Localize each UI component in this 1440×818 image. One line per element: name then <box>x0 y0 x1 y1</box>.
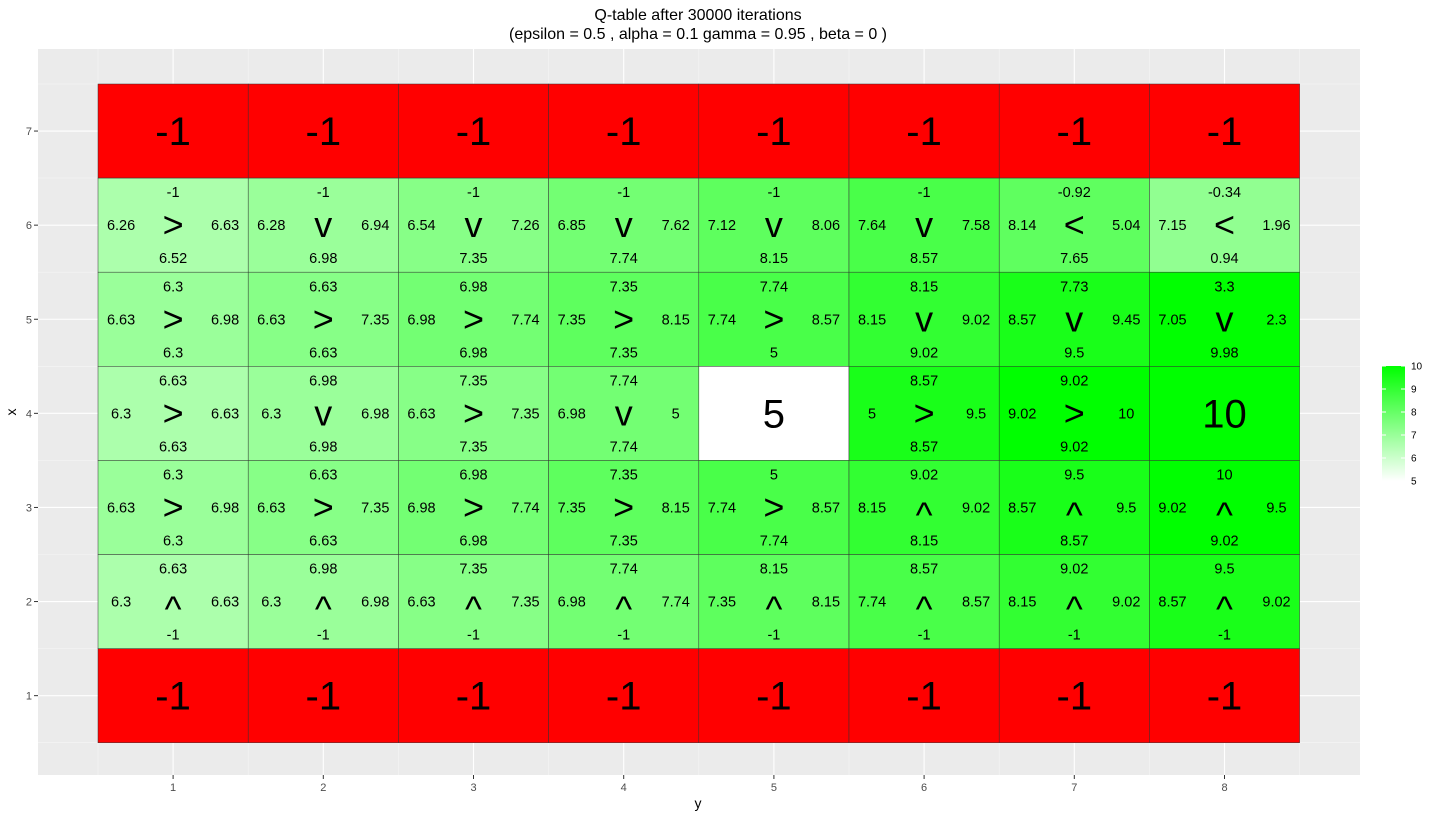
q-down-label: 0.94 <box>1210 251 1239 268</box>
q-right-label: 7.35 <box>511 406 540 423</box>
y-tick-label: 7 <box>25 126 32 139</box>
policy-arrow: v <box>915 204 934 246</box>
q-left-label: 6.98 <box>407 500 436 517</box>
q-left-label: 6.63 <box>257 500 286 517</box>
q-down-label: 6.63 <box>158 439 188 456</box>
q-down-label: 6.3 <box>163 345 184 362</box>
q-down-label: 7.74 <box>609 251 638 268</box>
q-down-label: 7.35 <box>609 533 638 550</box>
q-left-label: 6.98 <box>557 406 586 423</box>
policy-arrow: ^ <box>915 494 933 536</box>
q-down-label: -1 <box>1218 627 1231 644</box>
q-right-label: 6.98 <box>210 500 240 517</box>
cell-value-label: -1 <box>305 674 342 719</box>
y-tick-label: 5 <box>25 314 32 327</box>
q-up-label: 7.74 <box>609 373 638 390</box>
q-left-label: 7.35 <box>707 594 737 611</box>
q-up-label: 6.63 <box>309 279 338 296</box>
q-right-label: 10 <box>1118 406 1135 423</box>
q-up-label: 9.02 <box>909 467 939 484</box>
q-up-label: 6.63 <box>158 373 188 390</box>
q-right-label: 6.98 <box>361 406 390 423</box>
policy-arrow: v <box>764 204 783 246</box>
q-up-label: -1 <box>617 185 631 202</box>
q-left-label: 6.63 <box>257 312 286 329</box>
q-up-label: -1 <box>467 185 480 202</box>
q-up-label: 6.98 <box>459 279 488 296</box>
q-up-label: 6.63 <box>309 467 338 484</box>
x-tick-label: 6 <box>921 782 928 794</box>
q-up-label: 7.35 <box>609 279 638 296</box>
q-left-label: 7.05 <box>1158 312 1187 329</box>
legend-colorbar <box>1382 366 1405 481</box>
q-up-label: 10 <box>1216 467 1233 484</box>
q-left-label: 8.15 <box>1008 594 1037 611</box>
legend-tick-label: 10 <box>1411 361 1423 373</box>
q-left-label: 6.63 <box>407 406 436 423</box>
chart-title-line-2: (epsilon = 0.5 , alpha = 0.1 gamma = 0.95 , beta = 0 ) <box>508 26 888 43</box>
policy-arrow: > <box>312 486 334 528</box>
q-down-label: 7.74 <box>609 439 638 456</box>
q-down-label: 8.57 <box>909 251 939 268</box>
q-left-label: 6.26 <box>106 218 136 235</box>
q-right-label: 6.63 <box>210 406 240 423</box>
cell-value-label: -1 <box>305 110 342 155</box>
y-axis-label: x <box>3 408 19 416</box>
q-left-label: 6.98 <box>407 312 436 329</box>
q-left-label: 8.57 <box>1008 312 1037 329</box>
policy-arrow: > <box>913 392 935 434</box>
q-down-label: 9.02 <box>1210 533 1239 550</box>
q-right-label: 2.3 <box>1266 312 1287 329</box>
q-up-label: 5 <box>769 467 778 484</box>
q-right-label: 6.94 <box>361 218 390 235</box>
q-right-label: 9.5 <box>966 406 987 423</box>
q-right-label: 7.74 <box>511 500 540 517</box>
policy-arrow: > <box>312 298 334 340</box>
q-left-label: 9.02 <box>1008 406 1037 423</box>
x-tick-label: 1 <box>170 782 177 794</box>
q-right-label: 9.02 <box>961 312 991 329</box>
q-up-label: 3.3 <box>1214 279 1235 296</box>
q-right-label: 8.57 <box>811 312 841 329</box>
cell-value-label: -1 <box>455 110 492 155</box>
color-legend <box>1382 362 1423 488</box>
q-up-label: 6.98 <box>309 373 338 390</box>
policy-arrow: > <box>1063 392 1085 434</box>
q-up-label: 8.57 <box>909 373 939 390</box>
q-left-label: 6.63 <box>106 500 136 517</box>
q-right-label: 9.02 <box>1112 594 1141 611</box>
q-up-label: 9.02 <box>1060 373 1089 390</box>
q-down-label: 7.35 <box>459 251 488 268</box>
q-right-label: 9.5 <box>1266 500 1287 517</box>
cell-value-label: 5 <box>762 392 786 437</box>
q-left-label: 7.35 <box>557 500 586 517</box>
y-tick-label: 6 <box>25 220 32 233</box>
q-down-label: -1 <box>166 627 180 644</box>
policy-arrow: ^ <box>1216 494 1233 536</box>
chart-title-line-1: Q-table after 30000 iterations <box>594 7 802 24</box>
q-down-label: 6.63 <box>309 345 338 362</box>
legend-tick-label: 5 <box>1411 476 1417 488</box>
q-down-label: 9.02 <box>1060 439 1089 456</box>
q-down-label: -1 <box>467 627 480 644</box>
q-left-label: 6.85 <box>557 218 586 235</box>
q-left-label: 6.54 <box>407 218 436 235</box>
q-left-label: 7.74 <box>707 500 737 517</box>
cell-value-label: -1 <box>455 674 492 719</box>
q-right-label: 7.74 <box>511 312 540 329</box>
cell-value-label: -1 <box>906 110 942 155</box>
q-down-label: 6.63 <box>309 533 338 550</box>
policy-arrow: > <box>462 392 485 434</box>
q-right-label: 7.35 <box>361 500 390 517</box>
y-tick-label: 3 <box>25 502 32 515</box>
policy-arrow: ^ <box>1065 494 1083 536</box>
q-up-label: -1 <box>767 185 781 202</box>
q-right-label: 7.62 <box>661 218 690 235</box>
cell-value-label: -1 <box>756 674 792 719</box>
q-right-label: 6.98 <box>210 312 240 329</box>
q-down-label: -1 <box>1067 627 1081 644</box>
q-left-label: 7.74 <box>857 594 887 611</box>
q-up-label: 6.98 <box>309 561 338 578</box>
q-right-label: 5.04 <box>1112 218 1141 235</box>
q-down-label: 8.57 <box>1060 533 1089 550</box>
x-axis-label: y <box>694 795 702 811</box>
policy-arrow: v <box>464 204 483 246</box>
policy-arrow: > <box>763 486 785 528</box>
cell-value-label: -1 <box>605 674 642 719</box>
q-right-label: 7.35 <box>361 312 390 329</box>
q-up-label: -1 <box>917 185 931 202</box>
q-right-label: 8.15 <box>661 500 690 517</box>
cell-value-label: -1 <box>605 110 642 155</box>
q-up-label: 7.35 <box>459 373 488 390</box>
q-left-label: 9.02 <box>1158 500 1187 517</box>
policy-arrow: > <box>162 204 184 246</box>
q-down-label: 7.65 <box>1060 251 1089 268</box>
q-down-label: 6.52 <box>158 251 188 268</box>
policy-arrow: v <box>614 204 633 246</box>
q-right-label: 7.74 <box>661 594 690 611</box>
q-up-label: -0.34 <box>1207 185 1242 202</box>
x-tick-label: 2 <box>320 782 327 794</box>
q-up-label: 9.5 <box>1214 561 1235 578</box>
cell-value-label: -1 <box>1206 110 1243 155</box>
q-up-label: -1 <box>166 185 180 202</box>
q-right-label: 9.5 <box>1116 500 1137 517</box>
q-left-label: 6.3 <box>111 406 132 423</box>
q-left-label: 8.14 <box>1008 218 1037 235</box>
q-left-label: 8.15 <box>857 312 887 329</box>
policy-arrow: ^ <box>164 588 182 630</box>
policy-arrow: > <box>763 298 785 340</box>
q-right-label: 6.63 <box>210 594 240 611</box>
policy-arrow: > <box>613 486 635 528</box>
y-tick-label: 1 <box>25 690 32 703</box>
q-down-label: 5 <box>769 345 778 362</box>
policy-arrow: ^ <box>615 588 633 630</box>
cell-value-label: -1 <box>155 110 191 155</box>
q-up-label: 9.02 <box>1060 561 1089 578</box>
policy-arrow: > <box>162 298 184 340</box>
q-left-label: 8.57 <box>1008 500 1037 517</box>
policy-arrow: ^ <box>765 588 783 630</box>
policy-arrow: v <box>314 392 333 434</box>
policy-arrow: ^ <box>314 588 332 630</box>
policy-arrow: > <box>462 298 485 340</box>
q-down-label: -1 <box>617 627 631 644</box>
q-left-label: 6.3 <box>261 406 282 423</box>
q-down-label: 6.98 <box>309 439 338 456</box>
policy-arrow: < <box>1063 204 1085 246</box>
q-left-label: 7.12 <box>707 218 737 235</box>
q-right-label: 8.57 <box>811 500 841 517</box>
q-left-label: 7.64 <box>857 218 887 235</box>
q-right-label: 7.58 <box>961 218 991 235</box>
cell-value-label: -1 <box>756 110 792 155</box>
q-down-label: 7.35 <box>459 439 488 456</box>
q-right-label: 6.98 <box>361 594 390 611</box>
q-right-label: 9.02 <box>1262 594 1291 611</box>
q-right-label: 8.57 <box>961 594 991 611</box>
cell-value-label: -1 <box>1056 674 1093 719</box>
policy-arrow: < <box>1213 204 1236 246</box>
q-up-label: 6.98 <box>459 467 488 484</box>
q-left-label: 6.3 <box>111 594 132 611</box>
q-right-label: 8.06 <box>811 218 841 235</box>
q-right-label: 6.63 <box>210 218 240 235</box>
q-left-label: 6.63 <box>106 312 136 329</box>
q-up-label: 7.74 <box>759 279 789 296</box>
x-tick-label: 5 <box>770 782 777 794</box>
cell-value-label: -1 <box>1056 110 1093 155</box>
policy-arrow: > <box>462 486 485 528</box>
q-up-label: 8.57 <box>909 561 939 578</box>
q-up-label: -0.92 <box>1057 185 1091 202</box>
q-down-label: -1 <box>767 627 781 644</box>
q-down-label: 9.5 <box>1064 345 1085 362</box>
q-right-label: 7.35 <box>511 594 540 611</box>
q-up-label: 8.15 <box>909 279 939 296</box>
q-up-label: 6.3 <box>163 467 184 484</box>
q-right-label: 9.02 <box>961 500 991 517</box>
policy-arrow: > <box>162 392 184 434</box>
x-tick-label: 3 <box>470 782 477 794</box>
q-up-label: 7.35 <box>459 561 488 578</box>
q-left-label: 6.63 <box>407 594 436 611</box>
legend-tick-label: 6 <box>1411 453 1417 465</box>
q-left-label: 7.35 <box>557 312 586 329</box>
legend-tick-label: 7 <box>1411 430 1417 442</box>
q-down-label: -1 <box>917 627 931 644</box>
q-down-label: 6.98 <box>309 251 338 268</box>
policy-arrow: v <box>1215 298 1234 340</box>
x-tick-label: 8 <box>1221 782 1228 794</box>
q-right-label: 5 <box>671 406 680 423</box>
q-down-label: 9.98 <box>1210 345 1239 362</box>
cell-value-label: -1 <box>1206 674 1243 719</box>
q-right-label: 9.45 <box>1112 312 1141 329</box>
cell-value-label: -1 <box>906 674 942 719</box>
q-right-label: 1.96 <box>1262 218 1291 235</box>
q-left-label: 8.57 <box>1158 594 1187 611</box>
policy-arrow: ^ <box>1065 588 1083 630</box>
y-tick-label: 2 <box>25 596 32 609</box>
cell-value-label: 10 <box>1202 392 1247 437</box>
q-up-label: 7.35 <box>609 467 638 484</box>
q-down-label: 7.35 <box>609 345 638 362</box>
q-right-label: 8.15 <box>661 312 690 329</box>
legend-tick-label: 8 <box>1411 407 1417 419</box>
q-up-label: 9.5 <box>1064 467 1085 484</box>
policy-arrow: ^ <box>1216 588 1233 630</box>
policy-arrow: v <box>614 392 633 434</box>
q-up-label: 7.74 <box>609 561 638 578</box>
cell-value-label: -1 <box>155 674 191 719</box>
legend-tick-label: 9 <box>1411 384 1417 396</box>
x-tick-label: 7 <box>1071 782 1078 794</box>
policy-arrow: v <box>1065 298 1084 340</box>
policy-arrow: ^ <box>915 588 933 630</box>
q-down-label: 8.57 <box>909 439 939 456</box>
q-left-label: 6.28 <box>257 218 286 235</box>
q-down-label: 6.98 <box>459 533 488 550</box>
policy-arrow: v <box>314 204 333 246</box>
q-down-label: 6.98 <box>459 345 488 362</box>
q-up-label: 6.3 <box>163 279 184 296</box>
policy-arrow: v <box>915 298 934 340</box>
q-down-label: 8.15 <box>759 251 789 268</box>
policy-arrow: > <box>162 486 184 528</box>
q-down-label: 8.15 <box>909 533 939 550</box>
q-up-label: 6.63 <box>158 561 188 578</box>
q-down-label: 7.74 <box>759 533 789 550</box>
q-left-label: 5 <box>868 406 877 423</box>
policy-arrow: ^ <box>465 588 482 630</box>
q-left-label: 6.98 <box>557 594 586 611</box>
y-tick-label: 4 <box>25 408 32 421</box>
q-down-label: 6.3 <box>163 533 184 550</box>
q-left-label: 7.15 <box>1158 218 1187 235</box>
policy-arrow: > <box>613 298 635 340</box>
x-tick-label: 4 <box>620 782 627 794</box>
q-left-label: 6.3 <box>261 594 282 611</box>
q-up-label: 7.73 <box>1060 279 1089 296</box>
q-left-label: 7.74 <box>707 312 737 329</box>
q-down-label: -1 <box>316 627 330 644</box>
q-up-label: 8.15 <box>759 561 789 578</box>
q-right-label: 7.26 <box>511 218 540 235</box>
q-up-label: -1 <box>316 185 330 202</box>
q-down-label: 9.02 <box>909 345 939 362</box>
q-left-label: 8.15 <box>857 500 887 517</box>
q-right-label: 8.15 <box>811 594 841 611</box>
